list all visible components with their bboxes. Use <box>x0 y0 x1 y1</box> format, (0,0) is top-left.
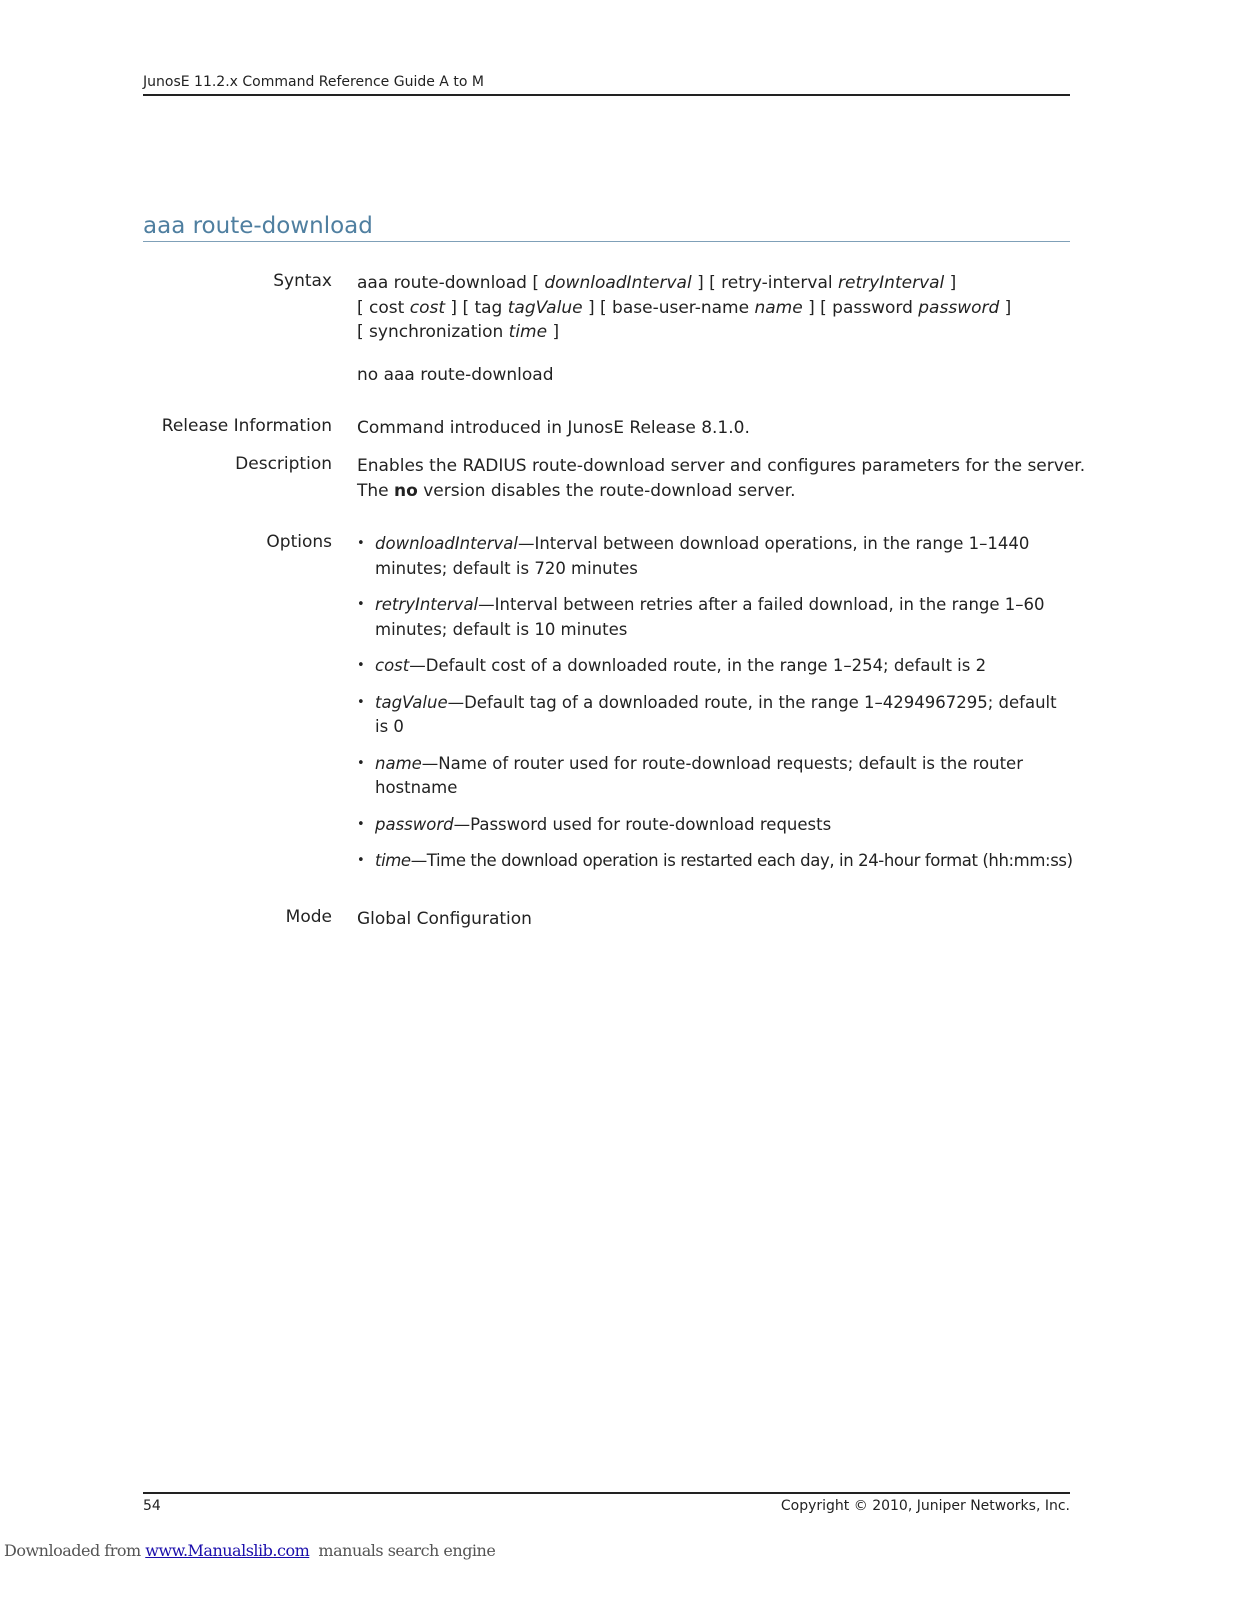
list-item: • name—Name of router used for route-download requests; default is the router hostname <box>357 752 1072 801</box>
options-body <box>357 532 1072 886</box>
page-footer <box>143 1492 1070 1514</box>
description-body <box>357 454 1086 503</box>
syntax-no-form: no aaa route-download <box>357 364 554 385</box>
list-item: • tagValue—Default tag of a downloaded route, in the range 1–4294967295; default is 0 <box>357 691 1072 740</box>
syntax-body <box>357 271 1072 387</box>
syntax-line-2: [ cost cost ] [ tag tagValue ] [ base-user-name name ] [ password password ] <box>357 297 1012 318</box>
description-line-2: The no version disables the route-download server. <box>357 480 796 501</box>
options-label: Options <box>266 532 332 552</box>
list-item: • retryInterval—Interval between retries after a failed download, in the range 1–60 minutes; default is 10 minutes <box>357 593 1072 642</box>
manualslib-link[interactable]: www.Manualslib.com <box>145 1541 310 1560</box>
release-label: Release Information <box>161 416 332 436</box>
syntax-label: Syntax <box>273 271 332 291</box>
list-item: • cost—Default cost of a downloaded route, in the range 1–254; default is 2 <box>357 654 1072 679</box>
mode-text: Global Configuration <box>357 909 532 929</box>
list-item: • downloadInterval—Interval between download operations, in the range 1–1440 minutes; default is 720 minutes <box>357 532 1072 581</box>
options-list <box>357 532 1072 874</box>
page-number: 54 <box>143 1498 161 1514</box>
description-line-1: Enables the RADIUS route-download server and configures parameters for the server. <box>357 456 1086 476</box>
syntax-line-1: aaa route-download [ downloadInterval ] [ retry-interval retryInterval ] <box>357 273 957 293</box>
list-item: • password—Password used for route-download requests <box>357 813 1072 838</box>
copyright: Copyright © 2010, Juniper Networks, Inc. <box>780 1498 1070 1514</box>
list-item: • time—Time the download operation is restarted each day, in 24-hour format (hh:mm:ss) <box>357 849 1072 874</box>
download-banner: Downloaded from www.Manualslib.com manuals search engine <box>4 1541 496 1560</box>
mode-label: Mode <box>285 907 332 927</box>
no-keyword: no <box>394 480 418 501</box>
syntax-line-3: [ synchronization time ] <box>357 322 560 342</box>
section-title: aaa route-download <box>143 213 1070 242</box>
running-header: JunosE 11.2.x Command Reference Guide A to M <box>143 74 1070 96</box>
release-text: Command introduced in JunosE Release 8.1.0. <box>357 418 750 438</box>
description-label: Description <box>235 454 332 474</box>
